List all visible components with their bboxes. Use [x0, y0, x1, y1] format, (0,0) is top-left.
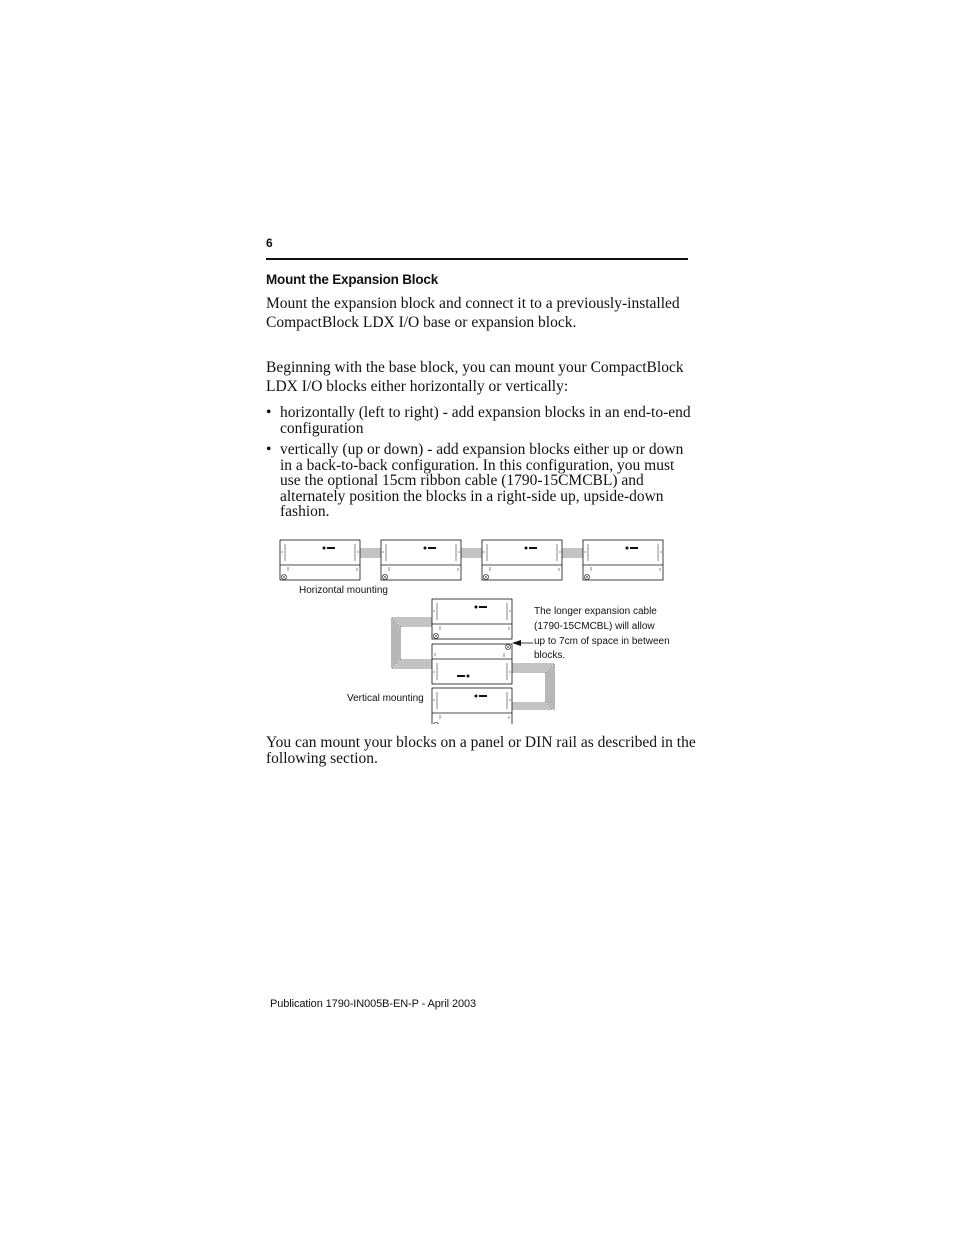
bullet-vertical	[266, 442, 696, 520]
mounting-diagram	[276, 534, 676, 724]
bullet-horizontal	[266, 405, 696, 436]
horizontal-connector-1	[360, 549, 381, 557]
bullet-mark: •	[266, 404, 272, 421]
vertical-cable-right	[512, 664, 554, 710]
horizontal-connector-2	[461, 549, 482, 557]
callout-line-1: The longer expansion cable	[534, 606, 657, 617]
orientation-paragraph: Beginning with the base block, you can mount your CompactBlock LDX I/O blocks either horizontally or vertically:	[266, 359, 684, 395]
horizontal-block-3	[482, 540, 562, 580]
vertical-cable-left	[392, 618, 432, 668]
callout-line-4: blocks.	[534, 650, 566, 661]
callout-line-2: (1790-15CMCBL) will allow	[534, 621, 655, 632]
section-heading: Mount the Expansion Block	[266, 272, 439, 287]
bullet-vertical-text: vertically (up or down) - add expansion blocks either up or down in a back-to-back configuration. In this configuration, you must use the optional 15cm ribbon cable (1790-15CMCBL) and alternately position the blocks in a right-side up, upside-down fashion.	[280, 441, 684, 521]
callout-line-3: up to 7cm of space in between	[534, 636, 670, 647]
horizontal-block-4	[583, 540, 663, 580]
intro-paragraph: Mount the expansion block and connect it to a previously-installed CompactBlock LDX I/O base or expansion block.	[266, 295, 680, 331]
bullet-mark: •	[266, 441, 272, 458]
callout-arrow	[512, 640, 533, 646]
page-number: 6	[266, 236, 273, 250]
publication-footer: Publication 1790-IN005B-EN-P - April 2003	[270, 998, 477, 1010]
bullet-horizontal-text: horizontally (left to right) - add expansion blocks in an end-to-end configuration	[280, 404, 691, 437]
closing-paragraph: You can mount your blocks on a panel or DIN rail as described in the following section.	[266, 734, 696, 767]
vertical-block-top	[432, 599, 512, 639]
header-rule	[266, 258, 688, 260]
horizontal-block-2	[381, 540, 461, 580]
horizontal-mounting-label: Horizontal mounting	[299, 585, 388, 596]
vertical-block-bottom	[432, 688, 512, 724]
horizontal-block-1	[280, 540, 360, 580]
vertical-block-middle	[432, 644, 512, 684]
horizontal-connector-3	[562, 549, 583, 557]
vertical-mounting-label: Vertical mounting	[347, 693, 424, 704]
